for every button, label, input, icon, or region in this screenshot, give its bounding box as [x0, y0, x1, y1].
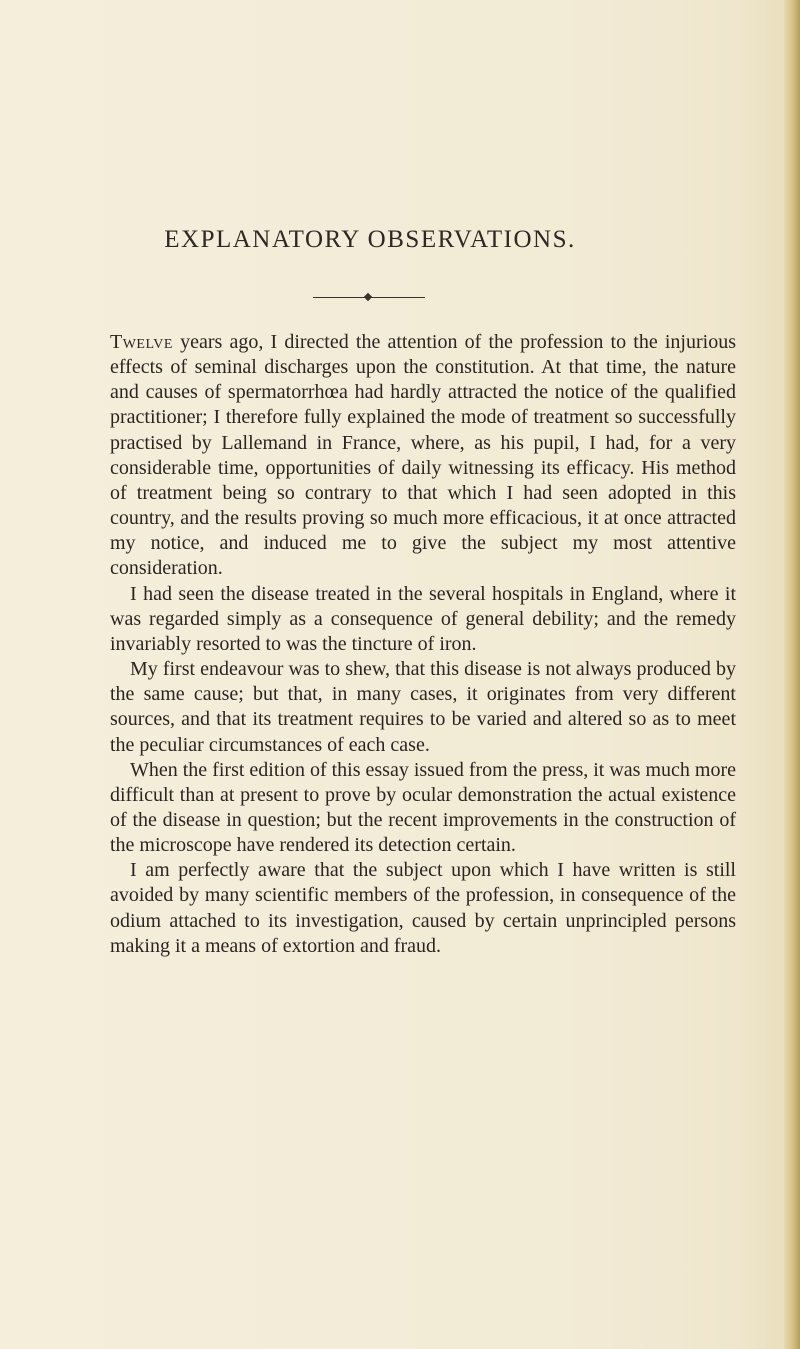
page-edge [784, 0, 800, 1349]
ornamental-divider [313, 294, 425, 302]
diamond-icon [364, 293, 372, 301]
body-text [110, 330, 736, 959]
drop-lead-word: Twelve [110, 331, 173, 353]
page-title: EXPLANATORY OBSERVATIONS. [164, 226, 576, 253]
paragraph-1 [110, 330, 736, 582]
paragraph-4: When the first edition of this essay issued from the press, it was much more difficult than at present to prove by ocular demonstration the actual existence of the disease in question; but the recent improvements in the construction of the microscope have rendered its detection certain. [110, 758, 736, 857]
paragraph-1-body: years ago, I directed the attention of the profession to the injurious effects of seminal discharges upon the constitution. At that time, the nature and causes of spermatorrhœa had hardly attracted the notice of the qualified practitioner; I therefore fully explained the mode of treatment so successfully practised by Lallemand in France, where, as his pupil, I had, for a very considerable time, opportunities of daily witnessing its efficacy. His method of treatment being so contrary to that which I had seen adopted in this country, and the results proving so much more efficacious, it at once attracted my notice, and induced me to give the subject my most attentive consideration. [110, 331, 736, 580]
paragraph-3: My first endeavour was to shew, that this disease is not always produced by the same cause; but that, in many cases, it originates from very different sources, and that its treatment requires to be varied and altered so as to meet the peculiar circumstances of each case. [110, 658, 736, 756]
paragraph-5: I am perfectly aware that the subject upon which I have written is still avoided by many scientific members of the profession, in consequence of the odium attached to its investigation, caused by certain unprincipled persons making it a means of extortion and fraud. [110, 859, 736, 957]
paragraph-2: I had seen the disease treated in the several hospitals in England, where it was regarded simply as a consequence of general debility; and the remedy invariably resorted to was the tincture of iron. [110, 582, 736, 655]
